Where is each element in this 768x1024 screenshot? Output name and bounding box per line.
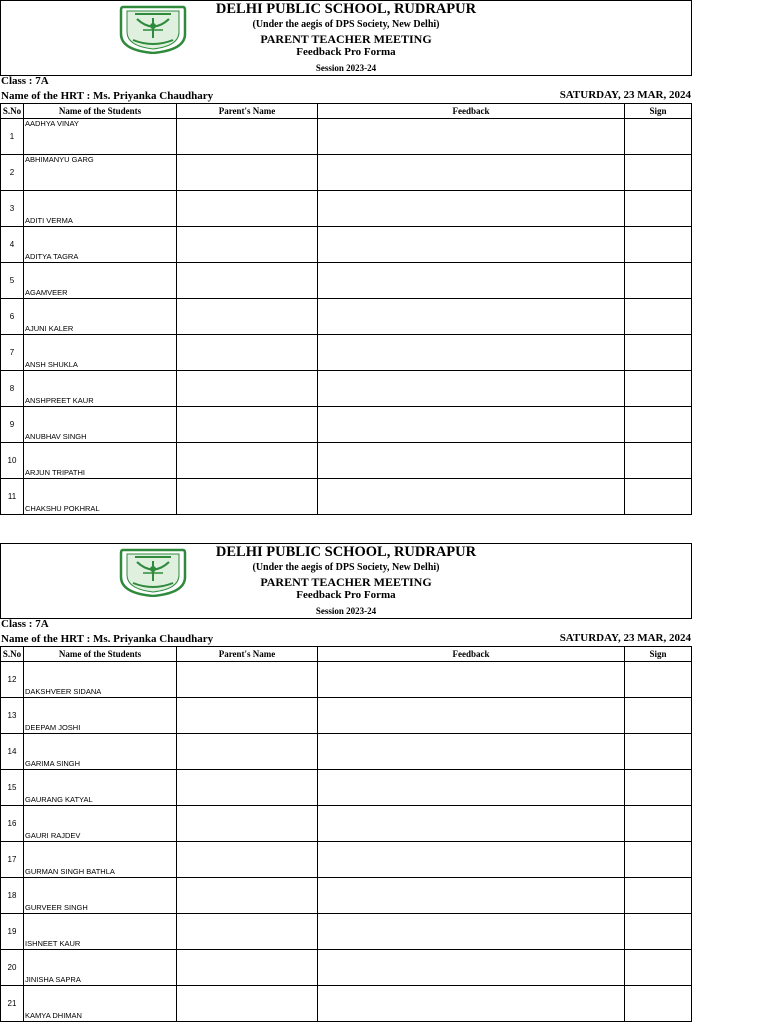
sign-cell[interactable] — [625, 155, 692, 191]
school-name: DELHI PUBLIC SCHOOL, RUDRAPUR — [215, 544, 477, 560]
student-name-cell — [24, 155, 177, 191]
table-row — [1, 914, 692, 950]
feedback-cell[interactable] — [318, 263, 625, 299]
sign-cell[interactable] — [625, 878, 692, 914]
student-name-cell — [24, 119, 177, 155]
feedback-cell[interactable] — [318, 299, 625, 335]
table-row — [1, 227, 692, 263]
row-sno: 18 — [1, 878, 24, 914]
aegis-line: (Under the aegis of DPS Society, New Delhi) — [252, 19, 440, 30]
row-sno: 17 — [1, 842, 24, 878]
parent-name-cell[interactable] — [177, 950, 318, 986]
table-row — [1, 878, 692, 914]
sign-cell[interactable] — [625, 119, 692, 155]
col-feedback-header: Feedback — [318, 104, 625, 119]
col-sno-header: S.No — [1, 647, 24, 662]
student-name-cell — [24, 806, 177, 842]
parent-name-cell[interactable] — [177, 443, 318, 479]
feedback-cell[interactable] — [318, 407, 625, 443]
col-sign-header: Sign — [625, 647, 692, 662]
sign-cell[interactable] — [625, 371, 692, 407]
table-row — [1, 371, 692, 407]
student-name: CHAKSHU POKHRAL — [25, 504, 100, 513]
parent-name-cell[interactable] — [177, 299, 318, 335]
student-name: ANUBHAV SINGH — [25, 432, 87, 441]
sign-cell[interactable] — [625, 950, 692, 986]
table-row — [1, 986, 692, 1022]
meeting-date: SATURDAY, 23 MAR, 2024 — [559, 89, 691, 101]
student-name: ADITI VERMA — [25, 216, 73, 225]
student-name-cell — [24, 878, 177, 914]
feedback-table — [0, 646, 692, 1022]
row-sno: 13 — [1, 698, 24, 734]
sign-cell[interactable] — [625, 698, 692, 734]
meeting-title: PARENT TEACHER MEETING — [260, 575, 432, 589]
row-sno: 5 — [1, 263, 24, 299]
student-name: GAURI RAJDEV — [25, 831, 81, 840]
student-name: GURMAN SINGH BATHLA — [25, 867, 115, 876]
table-row — [1, 770, 692, 806]
parent-name-cell[interactable] — [177, 986, 318, 1022]
table-row — [1, 806, 692, 842]
student-name-cell — [24, 479, 177, 515]
student-name-cell — [24, 191, 177, 227]
col-parent-header: Parent's Name — [177, 104, 318, 119]
sign-cell[interactable] — [625, 299, 692, 335]
feedback-cell[interactable] — [318, 191, 625, 227]
feedback-cell[interactable] — [318, 227, 625, 263]
student-name-cell — [24, 950, 177, 986]
col-parent-header: Parent's Name — [177, 647, 318, 662]
class-label: Class : 7A — [1, 75, 49, 87]
row-sno: 4 — [1, 227, 24, 263]
student-name-cell — [24, 734, 177, 770]
school-name: DELHI PUBLIC SCHOOL, RUDRAPUR — [215, 1, 477, 17]
parent-name-cell[interactable] — [177, 806, 318, 842]
row-sno: 6 — [1, 299, 24, 335]
sign-cell[interactable] — [625, 914, 692, 950]
student-name: DEEPAM JOSHI — [25, 723, 81, 732]
row-sno: 8 — [1, 371, 24, 407]
table-row — [1, 335, 692, 371]
student-name-cell — [24, 770, 177, 806]
aegis-line: (Under the aegis of DPS Society, New Delhi) — [252, 562, 440, 573]
row-sno: 19 — [1, 914, 24, 950]
sign-cell[interactable] — [625, 842, 692, 878]
student-name-cell — [24, 263, 177, 299]
row-sno: 14 — [1, 734, 24, 770]
row-sno: 12 — [1, 662, 24, 698]
table-row — [1, 263, 692, 299]
student-name: AJUNI KALER — [25, 324, 74, 333]
row-sno: 11 — [1, 479, 24, 515]
col-feedback-header: Feedback — [318, 647, 625, 662]
feedback-cell[interactable] — [318, 986, 625, 1022]
row-sno: 15 — [1, 770, 24, 806]
row-sno: 7 — [1, 335, 24, 371]
form-title: Feedback Pro Forma — [296, 589, 396, 601]
parent-name-cell[interactable] — [177, 734, 318, 770]
sign-cell[interactable] — [625, 191, 692, 227]
table-row — [1, 299, 692, 335]
session-line: Session 2023-24 — [315, 606, 377, 616]
student-name: DAKSHVEER SIDANA — [25, 687, 102, 696]
sign-cell[interactable] — [625, 335, 692, 371]
meeting-date: SATURDAY, 23 MAR, 2024 — [559, 632, 691, 644]
feedback-table — [0, 103, 692, 515]
student-name: ISHNEET KAUR — [25, 939, 81, 948]
student-name: ARJUN TRIPATHI — [25, 468, 86, 477]
col-student-header: Name of the Students — [24, 104, 177, 119]
table-row — [1, 191, 692, 227]
sign-cell[interactable] — [625, 770, 692, 806]
table-row — [1, 155, 692, 191]
parent-name-cell[interactable] — [177, 842, 318, 878]
sign-cell[interactable] — [625, 263, 692, 299]
student-name: AGAMVEER — [25, 288, 68, 297]
student-name: ABHIMANYU GARG — [25, 155, 94, 164]
feedback-cell[interactable] — [318, 155, 625, 191]
row-sno: 16 — [1, 806, 24, 842]
feedback-cell[interactable] — [318, 914, 625, 950]
parent-name-cell[interactable] — [177, 119, 318, 155]
parent-name-cell[interactable] — [177, 227, 318, 263]
row-sno: 1 — [1, 119, 24, 155]
sign-cell[interactable] — [625, 662, 692, 698]
student-name: GURVEER SINGH — [25, 903, 88, 912]
student-name: ADITYA TAGRA — [25, 252, 79, 261]
hrt-label: Name of the HRT : Ms. Priyanka Chaudhary — [1, 90, 214, 102]
row-sno: 20 — [1, 950, 24, 986]
student-name-cell — [24, 371, 177, 407]
parent-name-cell[interactable] — [177, 371, 318, 407]
feedback-cell[interactable] — [318, 770, 625, 806]
feedback-cell[interactable] — [318, 842, 625, 878]
feedback-cell[interactable] — [318, 371, 625, 407]
meeting-title: PARENT TEACHER MEETING — [260, 32, 432, 46]
parent-name-cell[interactable] — [177, 479, 318, 515]
row-sno: 21 — [1, 986, 24, 1022]
sign-cell[interactable] — [625, 443, 692, 479]
feedback-cell[interactable] — [318, 443, 625, 479]
student-name: AADHYA VINAY — [25, 119, 79, 128]
feedback-cell[interactable] — [318, 806, 625, 842]
table-row — [1, 443, 692, 479]
student-name-cell — [24, 662, 177, 698]
row-sno: 3 — [1, 191, 24, 227]
sign-cell[interactable] — [625, 806, 692, 842]
parent-name-cell[interactable] — [177, 191, 318, 227]
table-row — [1, 662, 692, 698]
feedback-cell[interactable] — [318, 479, 625, 515]
parent-name-cell[interactable] — [177, 770, 318, 806]
student-name-cell — [24, 227, 177, 263]
parent-name-cell[interactable] — [177, 155, 318, 191]
student-name-cell — [24, 335, 177, 371]
feedback-cell[interactable] — [318, 119, 625, 155]
student-name: ANSHPREET KAUR — [25, 396, 94, 405]
row-sno: 9 — [1, 407, 24, 443]
table-header-row — [1, 104, 692, 119]
parent-name-cell[interactable] — [177, 662, 318, 698]
parent-name-cell[interactable] — [177, 335, 318, 371]
table-row — [1, 119, 692, 155]
student-name-cell — [24, 299, 177, 335]
student-name: ANSH SHUKLA — [25, 360, 78, 369]
parent-name-cell[interactable] — [177, 914, 318, 950]
parent-name-cell[interactable] — [177, 263, 318, 299]
sign-cell[interactable] — [625, 734, 692, 770]
table-row — [1, 407, 692, 443]
row-sno: 10 — [1, 443, 24, 479]
sign-cell[interactable] — [625, 227, 692, 263]
parent-name-cell[interactable] — [177, 407, 318, 443]
form-title: Feedback Pro Forma — [296, 46, 396, 58]
sign-cell[interactable] — [625, 986, 692, 1022]
student-name-cell — [24, 986, 177, 1022]
feedback-cell[interactable] — [318, 335, 625, 371]
table-header-row — [1, 647, 692, 662]
col-sno-header: S.No — [1, 104, 24, 119]
student-name: KAMYA DHIMAN — [25, 1011, 82, 1020]
feedback-cell[interactable] — [318, 878, 625, 914]
sign-cell[interactable] — [625, 407, 692, 443]
student-name-cell — [24, 698, 177, 734]
student-name: JINISHA SAPRA — [25, 975, 81, 984]
table-row — [1, 842, 692, 878]
student-name: GARIMA SINGH — [25, 759, 81, 768]
class-label: Class : 7A — [1, 618, 49, 630]
sign-cell[interactable] — [625, 479, 692, 515]
table-row — [1, 698, 692, 734]
student-name-cell — [24, 407, 177, 443]
parent-name-cell[interactable] — [177, 698, 318, 734]
col-sign-header: Sign — [625, 104, 692, 119]
feedback-cell[interactable] — [318, 698, 625, 734]
student-name-cell — [24, 443, 177, 479]
feedback-cell[interactable] — [318, 950, 625, 986]
row-sno: 2 — [1, 155, 24, 191]
student-name-cell — [24, 914, 177, 950]
table-row — [1, 950, 692, 986]
col-student-header: Name of the Students — [24, 647, 177, 662]
feedback-cell[interactable] — [318, 662, 625, 698]
student-name-cell — [24, 842, 177, 878]
feedback-cell[interactable] — [318, 734, 625, 770]
session-line: Session 2023-24 — [315, 63, 377, 73]
student-name: GAURANG KATYAL — [25, 795, 93, 804]
table-row — [1, 734, 692, 770]
table-row — [1, 479, 692, 515]
hrt-label: Name of the HRT : Ms. Priyanka Chaudhary — [1, 633, 214, 645]
parent-name-cell[interactable] — [177, 878, 318, 914]
